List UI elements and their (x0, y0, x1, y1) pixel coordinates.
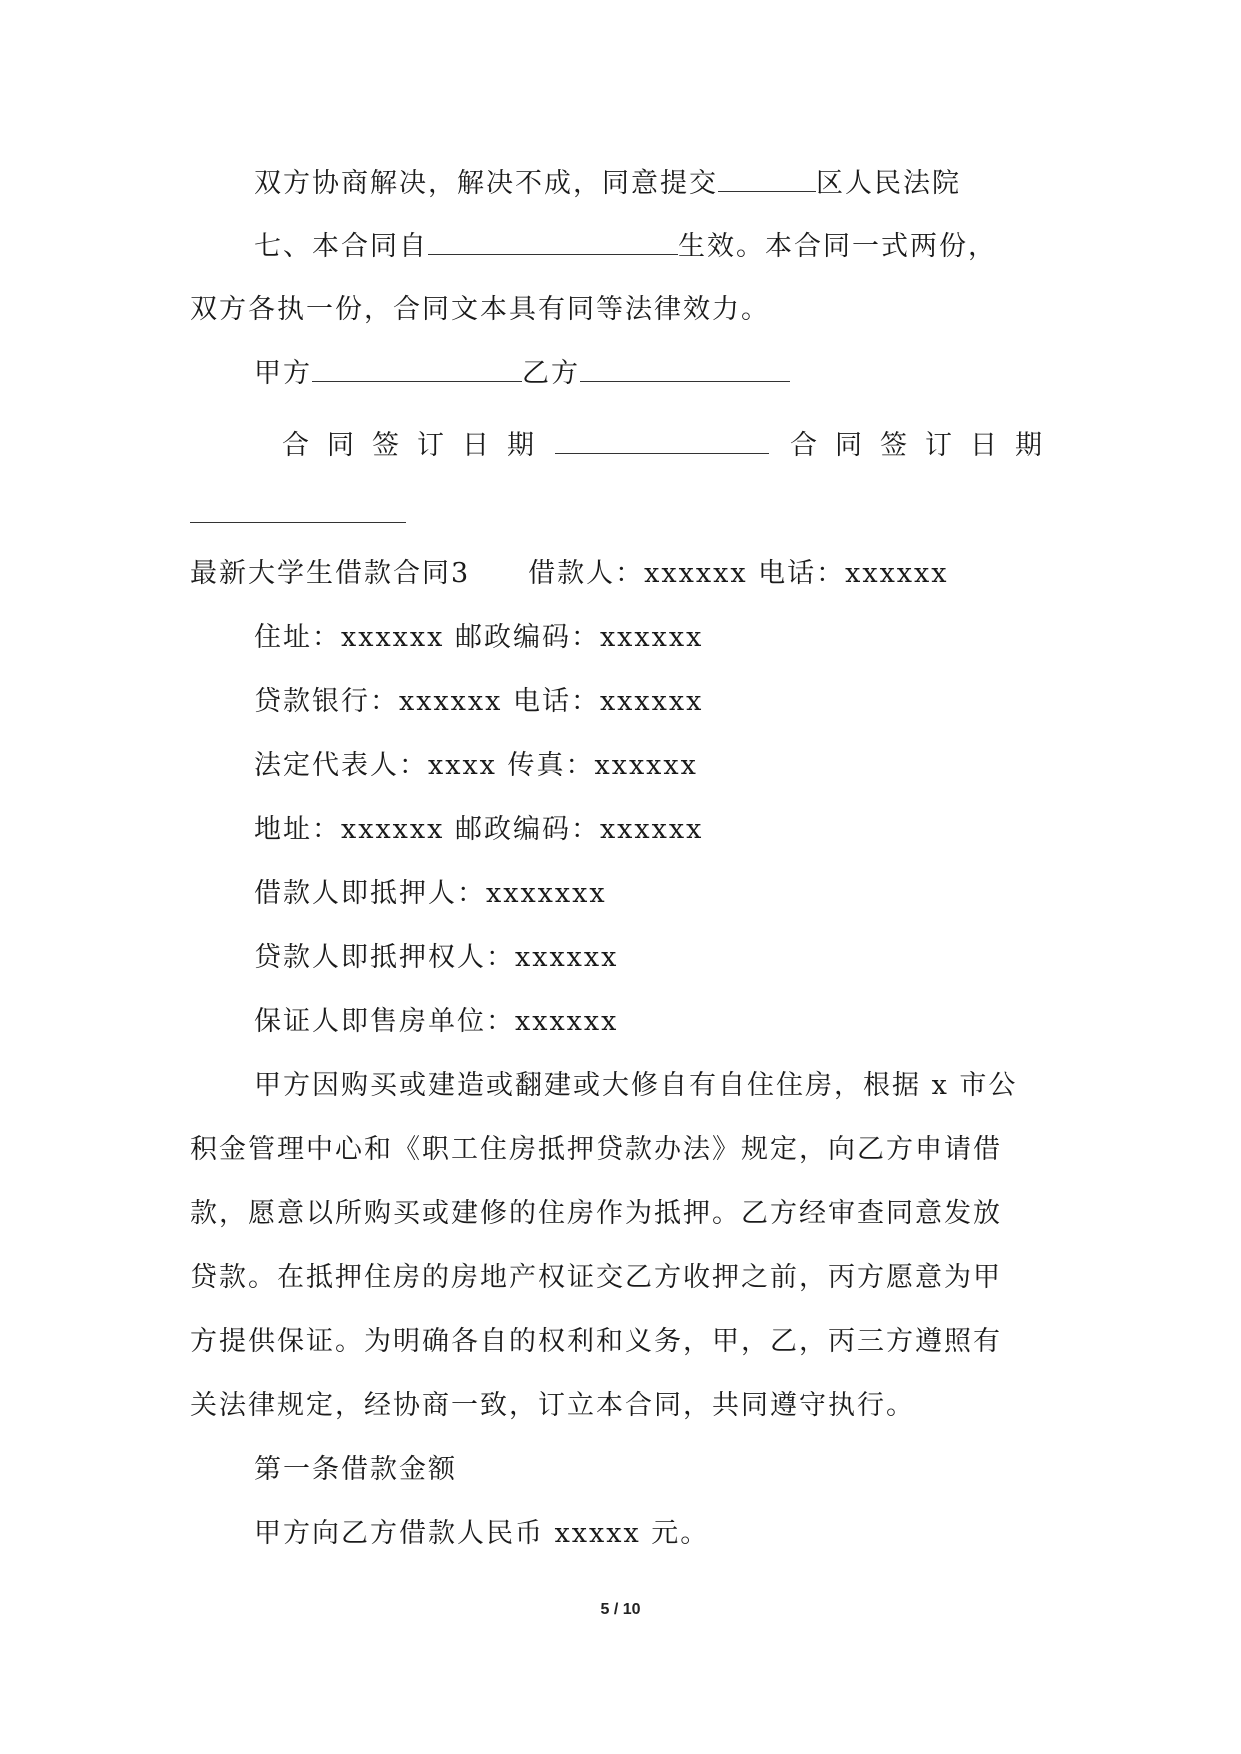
text-line: 法定代表人：xxxx 传真：xxxxxx (254, 750, 698, 781)
line-text: 生效。本合同一式两份， (678, 231, 997, 262)
fill-blank (428, 232, 678, 255)
line-text: 双方协商解决，解决不成，同意提交 (254, 168, 718, 199)
text-line: 贷款人即抵押权人：xxxxxx (254, 942, 619, 973)
paragraph-line: 款，愿意以所购买或建修的住房作为抵押。乙方经审查同意发放 (190, 1198, 1002, 1229)
signing-date-blank (555, 428, 769, 464)
text-line: 双方各执一份，合同文本具有同等法律效力。 (190, 294, 770, 325)
fill-blank-rule (190, 522, 406, 523)
text-line: 地址：xxxxxx 邮政编码：xxxxxx (254, 814, 704, 845)
signing-date-left (282, 428, 552, 464)
text-line (254, 166, 961, 202)
text-line: 甲方向乙方借款人民币 xxxxx 元。 (254, 1518, 710, 1549)
paragraph-line: 积金管理中心和《职工住房抵押贷款办法》规定，向乙方申请借 (190, 1134, 1002, 1165)
section-heading: 第一条借款金额 (254, 1454, 457, 1485)
fill-blank (580, 359, 790, 382)
contract-heading-line: 最新大学生借款合同3 借款人：xxxxxx 电话：xxxxxx (190, 558, 949, 589)
paragraph-line: 方提供保证。为明确各自的权利和义务，甲，乙，丙三方遵照有 (190, 1326, 1002, 1357)
signing-date-right (790, 428, 1060, 464)
line-text: 七、本合同自 (254, 231, 428, 262)
signing-date-label: 合同签订日期 (282, 430, 552, 461)
signing-date-label: 合同签订日期 (790, 430, 1060, 461)
text-line: 住址：xxxxxx 邮政编码：xxxxxx (254, 622, 704, 653)
line-text: 区人民法院 (816, 168, 961, 199)
party-a-label: 甲方 (254, 358, 312, 389)
paragraph-line: 甲方因购买或建造或翻建或大修自有自住住房，根据 x 市公 (254, 1070, 1018, 1101)
fill-blank (555, 431, 769, 454)
party-b-label: 乙方 (522, 358, 580, 389)
text-line (254, 229, 997, 265)
paragraph-line: 关法律规定，经协商一致，订立本合同，共同遵守执行。 (190, 1390, 915, 1421)
text-line: 保证人即售房单位：xxxxxx (254, 1006, 619, 1037)
fill-blank (718, 169, 816, 192)
text-line: 贷款银行：xxxxxx 电话：xxxxxx (254, 686, 704, 717)
text-line: 借款人即抵押人：xxxxxxx (254, 878, 607, 909)
fill-blank (312, 359, 522, 382)
signature-line (254, 356, 790, 392)
page-number: 5 / 10 (600, 1601, 641, 1618)
paragraph-line: 贷款。在抵押住房的房地产权证交乙方收押之前，丙方愿意为甲 (190, 1262, 1002, 1293)
